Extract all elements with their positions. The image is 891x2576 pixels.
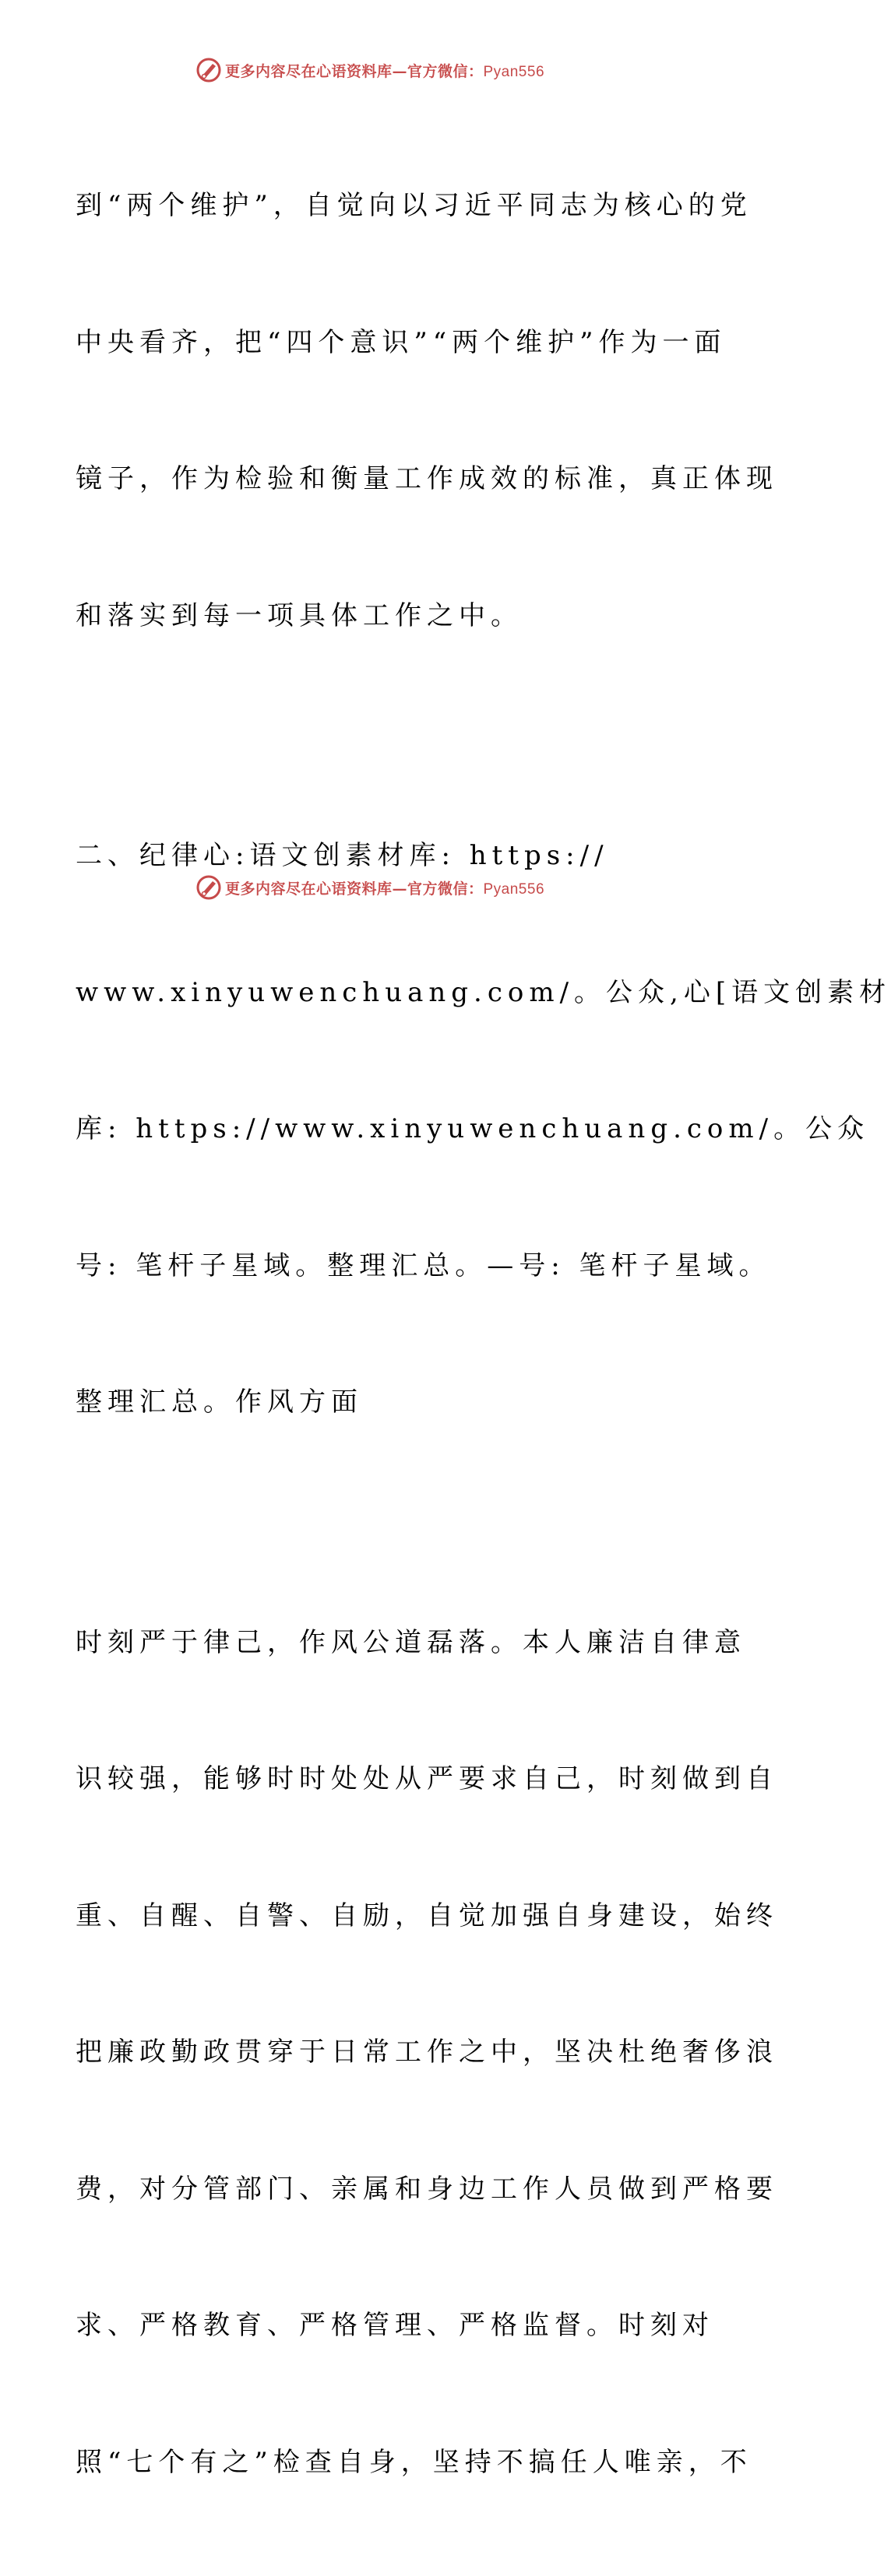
paragraph xyxy=(76,92,667,729)
logo-icon xyxy=(195,57,222,83)
text-line: 重、自醒、自警、自励，自觉加强自身建设，始终 xyxy=(76,1893,667,1939)
logo-icon xyxy=(195,874,222,901)
text-line: 和落实到每一项具体工作之中。 xyxy=(76,593,667,639)
text-line: 号: 笔杆子星域。整理汇总。—号: 笔杆子星域。 xyxy=(76,1243,667,1289)
text-line: 求、严格教育、严格管理、严格监督。时刻对 xyxy=(76,2303,667,2349)
watermark-handle: Pyan556 xyxy=(484,881,545,898)
watermark-text: 更多内容尽在心语资料库—官方微信：Pyan556 xyxy=(225,60,544,81)
text-line: 二、纪律心:语文创素材库: https:// xyxy=(76,833,667,879)
paragraph xyxy=(76,742,667,1516)
text-line: 整理汇总。作风方面 xyxy=(76,1379,667,1425)
text-line: 照“七个有之”检查自身，坚持不搞任人唯亲，不 xyxy=(76,2440,667,2486)
footer-watermark xyxy=(0,872,740,903)
paragraph xyxy=(76,1529,667,2576)
text-line: 镜子，作为检验和衡量工作成效的标准，真正体现 xyxy=(76,456,667,502)
text-line: 把廉政勤政贯穿于日常工作之中，坚决杜绝奢侈浪 xyxy=(76,2030,667,2075)
text-line: www.xinyuwenchuang.com/。公众,心[语文创素材 xyxy=(76,970,667,1016)
text-line: 费，对分管部门、亲属和身边工作人员做到严格要 xyxy=(76,2167,667,2212)
text-line: 识较强，能够时时处处从严要求自己，时刻做到自 xyxy=(76,1756,667,1802)
watermark-handle: Pyan556 xyxy=(484,64,545,80)
text-line: 到“两个维护”，自觉向以习近平同志为核心的党 xyxy=(76,183,667,229)
document-body xyxy=(76,92,667,2576)
text-line: 中央看齐，把“四个意识”“两个维护”作为一面 xyxy=(76,320,667,366)
text-line: 时刻严于律己，作风公道磊落。本人廉洁自律意 xyxy=(76,1620,667,1666)
header-watermark xyxy=(0,54,740,86)
watermark-text: 更多内容尽在心语资料库—官方微信：Pyan556 xyxy=(225,877,544,898)
text-line: 库: https://www.xinyuwenchuang.com/。公众 xyxy=(76,1106,667,1152)
